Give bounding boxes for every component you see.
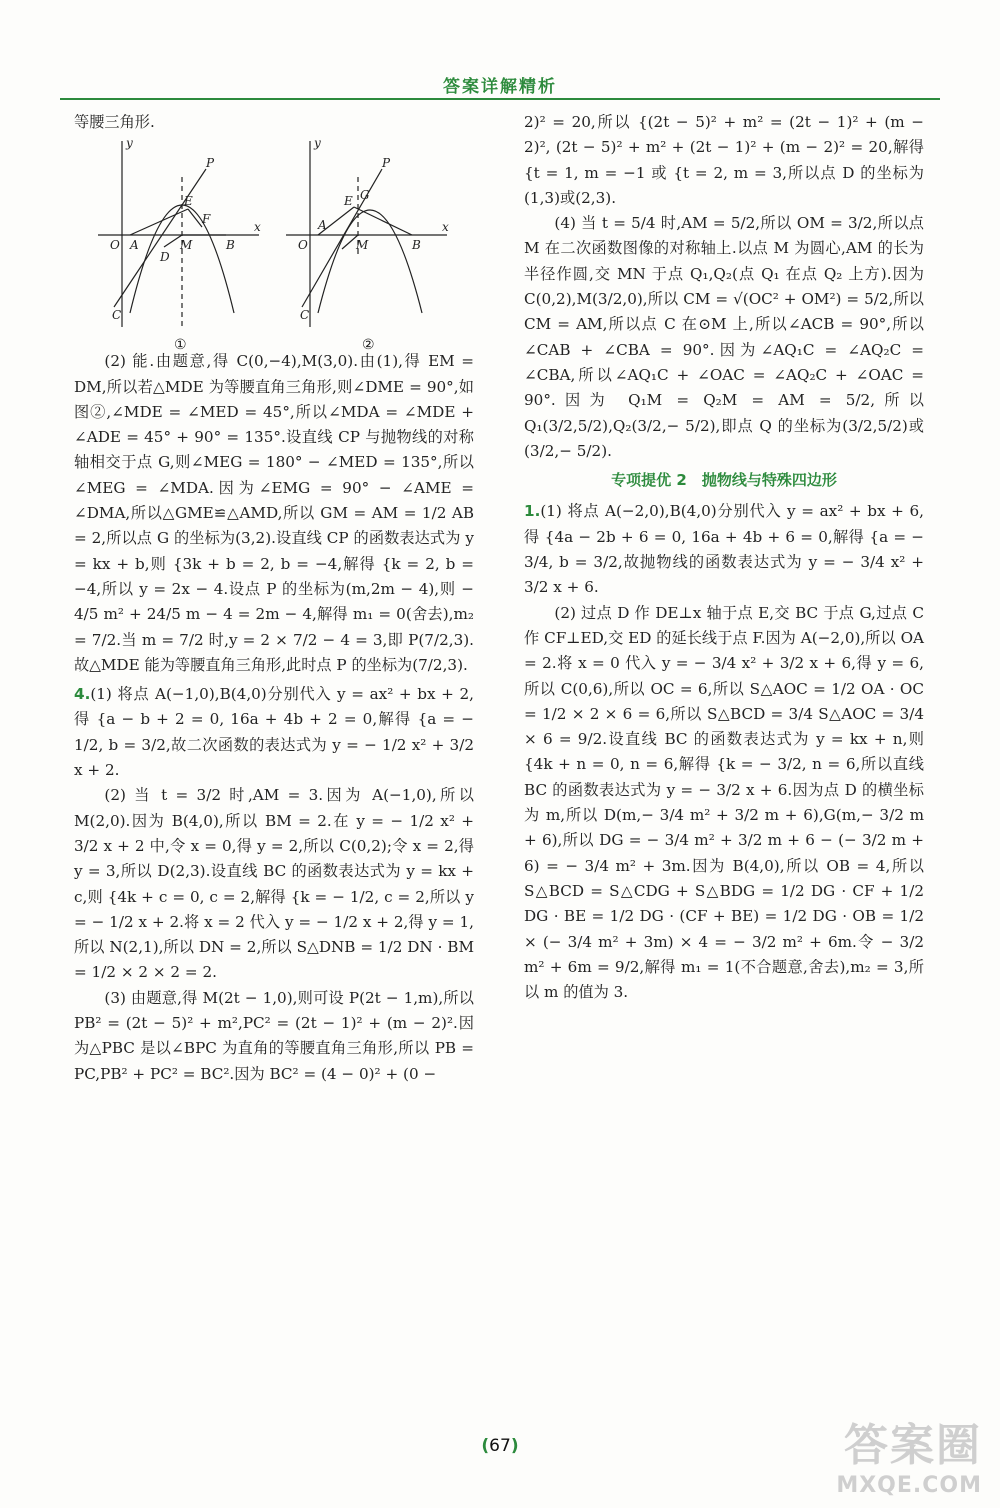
fig2-label-m: M	[356, 238, 369, 253]
section-title: 专项提优 2 抛物线与特殊四边形	[611, 471, 837, 490]
left-part2-text: (2) 能.由题意,得 C(0,−4),M(3,0).由(1),得 EM = DM,所以若△MDE 为等腰直角三角形,则∠DME = 90°,如图②,∠MDE = ∠MED = 45°,所以∠MDA = ∠MDE + ∠ADE = 45° + 90° = 135°.设直线 CP 与抛物线的对称轴相交于点 G,则∠MEG = 180° − ∠MED = 135°,所以∠MEG = ∠MDA.因为∠EMG = 90° − ∠AME = ∠DMA,所以△GME≌△AMD,所以 GM = AM = 1/2 AB = 2,所以点 G 的坐标为(3,2).设直线 CP 的函数表达式为 y = kx + b,则 {3k + b = 2, b = −4,解得 {k = 2, b = −4,所以 y = 2x − 4.设点 P 的坐标为(m,2m − 4),则 − 4/5 m² + 24/5 m − 4 = 2m − 4,解得 m₁ = 0(舍去),m₂ = 7/2.当 m = 7/2 时,y = 2 × 7/2 − 4 = 3,即 P(7/2,3).故△MDE 能为等腰直角三角形,此时点 P 的坐标为(7/2,3).	[74, 352, 474, 674]
header-rule	[60, 98, 940, 100]
fig2-label-g: G	[360, 188, 370, 203]
fig1-label-f: F	[202, 212, 211, 227]
watermark-big-text: 答案圈	[844, 1420, 982, 1471]
fig1-label-m: M	[180, 238, 193, 253]
fig2-parabola	[318, 210, 422, 313]
question-4-part4-text: (4) 当 t = 5/4 时,AM = 5/2,所以 OM = 3/2,所以点 M 在二次函数图像的对称轴上.以点 M 为圆心,AM 的长为半径作圆,交 MN 于点 Q₁,Q₂(点 Q₁ 在点 Q₂ 上方).因为 C(0,2),M(3/2,0),所以 CM = √(OC² + OM²) = 5/2,所以 CM = AM,所以点 C 在⊙M 上,所以∠ACB = 90°,所以∠CAB + ∠CBA = 90°.因为∠AQ₁C = ∠AQ₂C = ∠CBA,所以∠AQ₁C + ∠OAC = ∠AQ₂C + ∠OAC = 90°.因为 Q₁M = Q₂M = AM = 5/2,所以 Q₁(3/2,5/2),Q₂(3/2,− 5/2),即点 Q 的坐标为(3/2,5/2)或(3/2,− 5/2).	[524, 214, 924, 460]
fig2-label-c: C	[300, 308, 310, 323]
fig1-label-c: C	[112, 308, 122, 323]
question-1-part2-text: (2) 过点 D 作 DE⊥x 轴于点 E,交 BC 于点 G,过点 C 作 CF⊥ED,交 ED 的延长线于点 F.因为 A(−2,0),所以 OA = 2.将 x = 0 代入 y = − 3/4 x² + 3/2 x + 6,得 y = 6,所以 C(0,6),所以 OC = 6,所以 S△AOC = 1/2 OA · OC = 1/2 × 2 × 6 = 6,所以 S△BCD = 3/4 S△AOC = 3/4 × 6 = 9/2.设直线 BC 的函数表达式为 y = kx + n,则 {4k + n = 0, n = 6,解得 {k = − 3/2, n = 6,所以直线 BC 的函数表达式为 y = − 3/2 x + 6.因为点 D 的横坐标为 m,所以 D(m,− 3/4 m² + 3/2 m + 6),G(m,− 3/2 m + 6),所以 DG = − 3/4 m² + 3/2 m + 6 − (− 3/2 m + 6) = − 3/4 m² + 3m.因为 B(4,0),所以 OB = 4,所以 S△BCD = S△CDG + S△BDG = 1/2 DG · CF + 1/2 DG · BE = 1/2 DG · (CF + BE) = 1/2 DG · OB = 1/2 × (− 3/4 m² + 3m) × 4 = − 3/2 m² + 6m.令 − 3/2 m² + 6m = 9/2,解得 m₁ = 1(不合题意,舍去),m₂ = 3,所以 m 的值为 3.	[524, 603, 924, 1002]
fig1-label-x: x	[254, 220, 261, 235]
parabola-figures	[74, 137, 474, 354]
right-continuation-text: 2)² = 20,所以 {(2t − 5)² + m² = (2t − 1)² + (m − 2)², (2t − 5)² + m² + (2t − 1)² + (m − 2)² = 20,解得 {t = 1, m = −1 或 {t = 2, m = 3,所以点 D 的坐标为(1,3)或(2,3).	[524, 113, 924, 207]
watermark-site-text: MXQE.COM	[836, 1473, 982, 1498]
fig1-label-e: E	[184, 194, 193, 209]
fig2-label-p: P	[382, 156, 391, 171]
figure-2-label: ②	[362, 337, 375, 354]
fig2-label-o: O	[298, 238, 308, 253]
watermark-logo	[836, 1409, 982, 1498]
fig2-label-e: E	[344, 194, 353, 209]
fig2-label-a: A	[318, 218, 327, 233]
page-number	[456, 1436, 544, 1456]
fig1-label-y: y	[126, 137, 133, 151]
fig2-label-b: B	[412, 238, 421, 253]
fig2-label-y: y	[314, 137, 321, 151]
fig1-label-d: D	[160, 250, 170, 265]
page-number-value: 67	[489, 1436, 511, 1456]
page-number-right-bracket-icon: )	[510, 1436, 519, 1456]
fig1-label-p: P	[206, 156, 215, 171]
question-1-part1	[524, 499, 924, 600]
fig1-label-b: B	[226, 238, 235, 253]
fig1-line-ae	[130, 209, 188, 235]
figure-1-label: ①	[174, 337, 187, 354]
page-number-left-bracket-icon: (	[481, 1436, 490, 1456]
question-4-number: 4.	[74, 685, 91, 704]
page-header-title: 答案详解精析	[443, 77, 557, 97]
question-4-part1	[74, 682, 474, 783]
figure-1-graph	[94, 137, 264, 332]
question-1-number: 1.	[524, 502, 541, 521]
question-4-part1-text: (1) 将点 A(−1,0),B(4,0)分别代入 y = ax² + bx + 2,得 {a − b + 2 = 0, 16a + 4b + 2 = 0,解得 {a = − 1/2, b = 3/2,故二次函数的表达式为 y = − 1/2 x² + 3/2 x + 2.	[74, 685, 474, 780]
fig1-label-o: O	[110, 238, 120, 253]
question-4-part2-text: (2) 当 t = 3/2 时,AM = 3.因为 A(−1,0),所以 M(2,0).因为 B(4,0),所以 BM = 2.在 y = − 1/2 x² + 3/2 x + 2 中,令 x = 0,得 y = 2,所以 C(0,2);令 x = 2,得 y = 3,所以 D(2,3).设直线 BC 的函数表达式为 y = kx + c,则 {4k + c = 0, c = 2,解得 {k = − 1/2, c = 2,所以 y = − 1/2 x + 2.将 x = 2 代入 y = − 1/2 x + 2,得 y = 1,所以 N(2,1),所以 DN = 2,所以 S△DNB = 1/2 DN · BM = 1/2 × 2 × 2 = 2.	[74, 786, 474, 982]
question-1-part1-text: (1) 将点 A(−2,0),B(4,0)分别代入 y = ax² + bx + 6,得 {4a − 2b + 6 = 0, 16a + 4b + 6 = 0,解得 {a = − 3/4, b = 3/2,故抛物线的函数表达式为 y = − 3/4 x² + 3/2 x + 6.	[524, 502, 924, 597]
figure-2-graph	[282, 137, 452, 332]
fig2-line-cp	[302, 169, 382, 307]
fig1-label-a: A	[130, 238, 139, 253]
question-4-part3-text: (3) 由题意,得 M(2t − 1,0),则可设 P(2t − 1,m),所以 PB² = (2t − 5)² + m²,PC² = (2t − 1)² + (m − 2)².因为△PBC 是以∠BPC 为直角的等腰直角三角形,所以 PB = PC,PB² + PC² = BC².因为 BC² = (4 − 0)² + (0 −	[74, 988, 474, 1083]
right-column	[524, 110, 924, 1005]
left-intro-text: 等腰三角形.	[74, 113, 155, 131]
fig2-label-x: x	[442, 220, 449, 235]
fig2-line-eb	[354, 207, 412, 235]
left-column	[74, 110, 474, 1087]
